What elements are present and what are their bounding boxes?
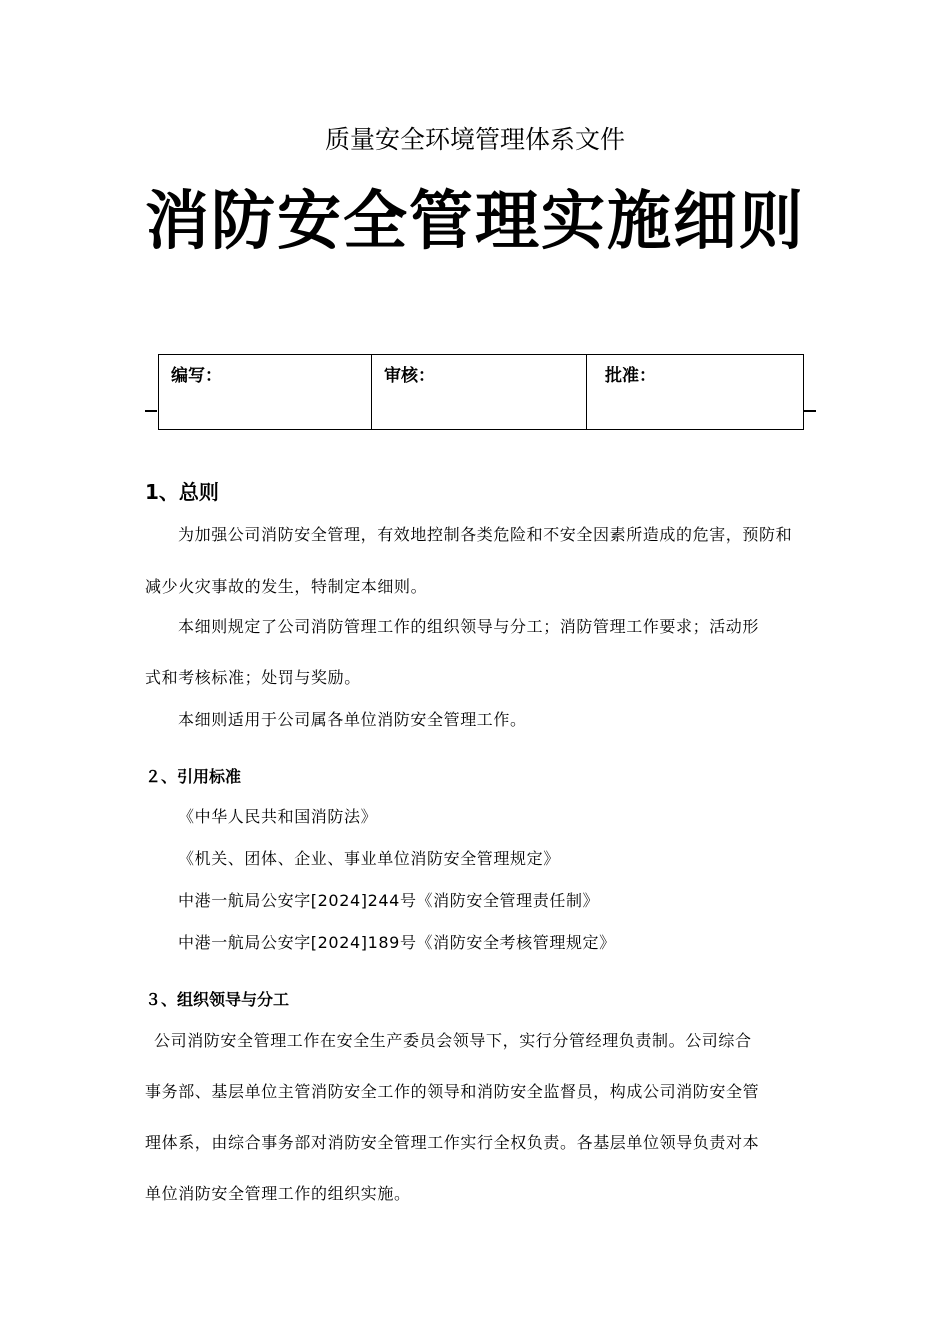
paragraph-line: 公司消防安全管理工作在安全生产委员会领导下，实行分管经理负责制。公司综合 [154, 1031, 752, 1050]
paragraph-line: 本细则规定了公司消防管理工作的组织领导与分工；消防管理工作要求；活动形 [178, 617, 760, 636]
section-1-heading: 1、总则 [145, 480, 219, 504]
table-left-mark [145, 410, 157, 412]
reference-item: 中港一航局公安字[2024]244号《消防安全管理责任制》 [178, 891, 600, 910]
reference-item: 《中华人民共和国消防法》 [178, 807, 378, 826]
section-2-heading: ２、引用标准 [145, 767, 242, 786]
approver-label: 批准： [605, 366, 656, 386]
paragraph-line: 事务部、基层单位主管消防安全工作的领导和消防安全监督员，构成公司消防安全管 [145, 1082, 760, 1101]
section-3-heading: ３、组织领导与分工 [145, 990, 290, 1009]
approver-cell [587, 355, 804, 430]
paragraph-line: 本细则适用于公司属各单位消防安全管理工作。 [178, 710, 527, 729]
signature-table [158, 354, 804, 430]
table-right-mark [804, 410, 816, 412]
reference-item: 中港一航局公安字[2024]189号《消防安全考核管理规定》 [178, 933, 616, 952]
reviewer-cell [372, 355, 587, 430]
paragraph-line: 减少火灾事故的发生，特制定本细则。 [145, 577, 428, 596]
author-label: 编写： [171, 366, 222, 386]
paragraph-line: 单位消防安全管理工作的组织实施。 [145, 1184, 411, 1203]
document-subtitle: 质量安全环境管理体系文件 [324, 125, 625, 154]
paragraph-line: 式和考核标准；处罚与奖励。 [145, 668, 361, 687]
paragraph-line: 为加强公司消防安全管理，有效地控制各类危险和不安全因素所造成的危害，预防和 [178, 525, 793, 544]
paragraph-line: 理体系，由综合事务部对消防安全管理工作实行全权负责。各基层单位领导负责对本 [145, 1133, 760, 1152]
reviewer-label: 审核： [384, 366, 435, 386]
author-cell [159, 355, 372, 430]
document-title: 消防安全管理实施细则 [145, 184, 805, 259]
reference-item: 《机关、团体、企业、事业单位消防安全管理规定》 [178, 849, 560, 868]
